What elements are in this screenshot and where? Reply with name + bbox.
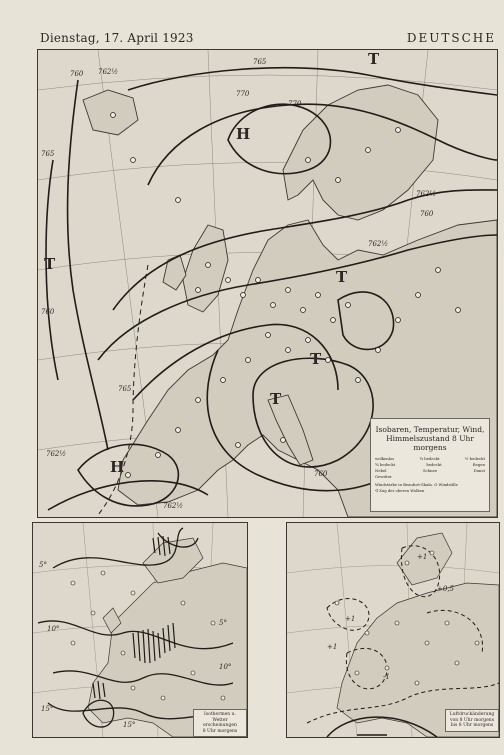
isobar-label: 765: [118, 385, 132, 393]
isobar-label: 770: [236, 90, 250, 98]
isobar-label: 762½: [46, 450, 67, 458]
legend-rows: [371, 452, 489, 480]
low-pressure-marker: T: [44, 255, 56, 273]
pressure-change-label: +0,5: [437, 585, 454, 593]
legend-item: Dunst: [473, 468, 485, 473]
inset-land: [337, 533, 499, 737]
legend-item: bedeckt: [426, 462, 442, 467]
isobar-label: 762½: [98, 68, 119, 76]
pressure-change-label: +1: [327, 643, 338, 651]
legend-footer: [371, 480, 489, 495]
isobar-label: 770: [288, 100, 302, 108]
isobar-label: 762½: [163, 502, 184, 510]
legend-footer-line: Windstärke in Beaufort-Skala. O Windstille: [375, 482, 458, 487]
legend-item: ¾ bedeckt: [375, 462, 396, 467]
legend-item: Nebel: [375, 468, 387, 473]
caption-line: bis 8 Uhr morgens: [450, 723, 494, 728]
caption-line: erscheinungen: [203, 723, 237, 728]
map-legend: [370, 418, 490, 512]
isotherm-label: 10°: [219, 663, 232, 671]
isobar-label: 760: [314, 470, 328, 478]
isobar-label: 765: [253, 58, 267, 66]
legend-item: ¼ bedeckt: [419, 456, 440, 461]
legend-item: Schnee: [422, 468, 438, 473]
low-pressure-marker: T: [310, 350, 322, 368]
caption-line: 8 Uhr morgens: [202, 728, 238, 734]
isobar-label: 762½: [416, 190, 437, 198]
isobar-label: 760: [41, 308, 55, 316]
page-date: Dienstag, 17. April 1923: [40, 31, 194, 45]
caption-line: Isothermen u. Wetter: [204, 712, 236, 723]
isotherm-label: 15°: [123, 721, 136, 729]
legend-item: ½ bedeckt: [464, 456, 485, 461]
isotherm-label: 10°: [47, 625, 60, 633]
isotherm-label: 5°: [219, 619, 227, 627]
caption-line: Luftdruckänderung: [449, 712, 495, 717]
isobar-label: 765: [41, 150, 55, 158]
isobar-label: 762½: [368, 240, 389, 248]
pressure-change-label: +1: [345, 615, 356, 623]
pressure-inset-caption: [445, 709, 499, 732]
legend-item: wolkenlos: [375, 456, 395, 461]
pressure-inset-drawing: [287, 523, 499, 737]
isotherm-label: 15°: [41, 705, 54, 713]
legend-title: Isobaren, Temperatur, Wind, Himmelszustand 8 Uhr morgens: [375, 425, 485, 452]
section-title: DEUTSCHE: [406, 31, 496, 45]
temperature-inset-drawing: [33, 523, 247, 737]
pressure-change-inset-map: [286, 522, 500, 738]
low-pressure-marker: T: [336, 268, 348, 286]
temperature-inset-caption: [193, 709, 247, 737]
caption-line: von 8 Uhr morgens: [449, 717, 495, 723]
isobar-label: 760: [420, 210, 434, 218]
isotherm-label: 5°: [39, 561, 47, 569]
high-pressure-marker: H: [110, 458, 125, 476]
legend-footer-line: ᐊ Zug der oberen Wolken: [375, 487, 425, 493]
low-pressure-marker: T: [270, 390, 282, 408]
pressure-change-label: -1: [383, 673, 390, 681]
isobar-label: 760: [70, 70, 84, 78]
legend-item: Gewitter: [375, 474, 392, 479]
low-pressure-marker: T: [368, 50, 380, 68]
temperature-inset-map: [32, 522, 248, 738]
legend-item: Regen: [472, 462, 485, 467]
pressure-change-label: +1: [417, 553, 428, 561]
high-pressure-marker: H: [236, 125, 251, 143]
